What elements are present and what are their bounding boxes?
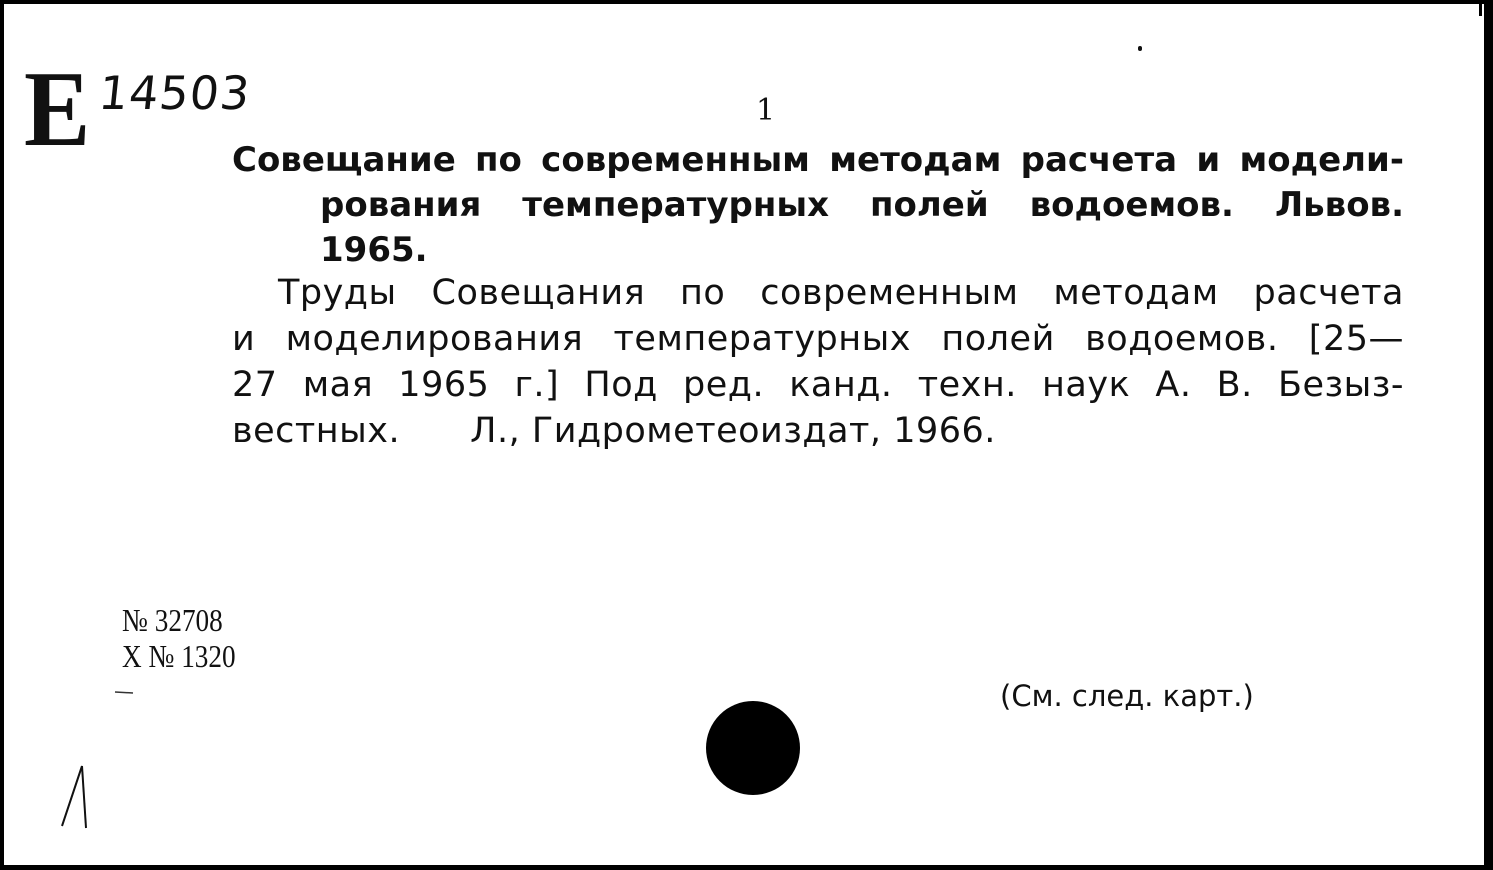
description-line-4 xyxy=(232,408,1404,454)
description-line-2: и моделирования температурных полей водоемов. [25— xyxy=(232,319,1404,359)
accession-numbers xyxy=(122,602,236,674)
pencil-slash-mark xyxy=(58,760,94,830)
card-number: 1 xyxy=(756,93,776,128)
pencil-dash-mark xyxy=(114,690,134,694)
handwritten-shelf-code: 14503 xyxy=(96,66,254,120)
entry-description xyxy=(232,270,1404,454)
description-line-3: 27 мая 1965 г.] Под ред. канд. техн. наук А. В. Безыз- xyxy=(232,365,1404,405)
heading-line-3: 1965. xyxy=(320,230,428,270)
description-line-1: Труды Совещания по современным методам расчета xyxy=(278,273,1404,313)
punch-hole xyxy=(706,701,800,795)
accession-number: № 32708 xyxy=(122,602,223,638)
ink-speck xyxy=(1138,46,1142,51)
continued-note: (См. след. карт.) xyxy=(1000,679,1254,713)
description-line-4-imprint: Л., Гидрометеоиздат, 1966. xyxy=(470,411,996,451)
description-line-4-author: вестных. xyxy=(232,411,401,451)
shelf-letter: Е xyxy=(24,50,91,169)
heading-line-2: рования температурных полей водоемов. Львов. xyxy=(320,185,1404,225)
heading-line-1: Совещание по современным методам расчета и модели- xyxy=(232,140,1404,180)
entry-heading xyxy=(232,138,1404,273)
secondary-accession-number: Х № 1320 xyxy=(122,638,236,674)
corner-mark xyxy=(1467,4,1482,16)
